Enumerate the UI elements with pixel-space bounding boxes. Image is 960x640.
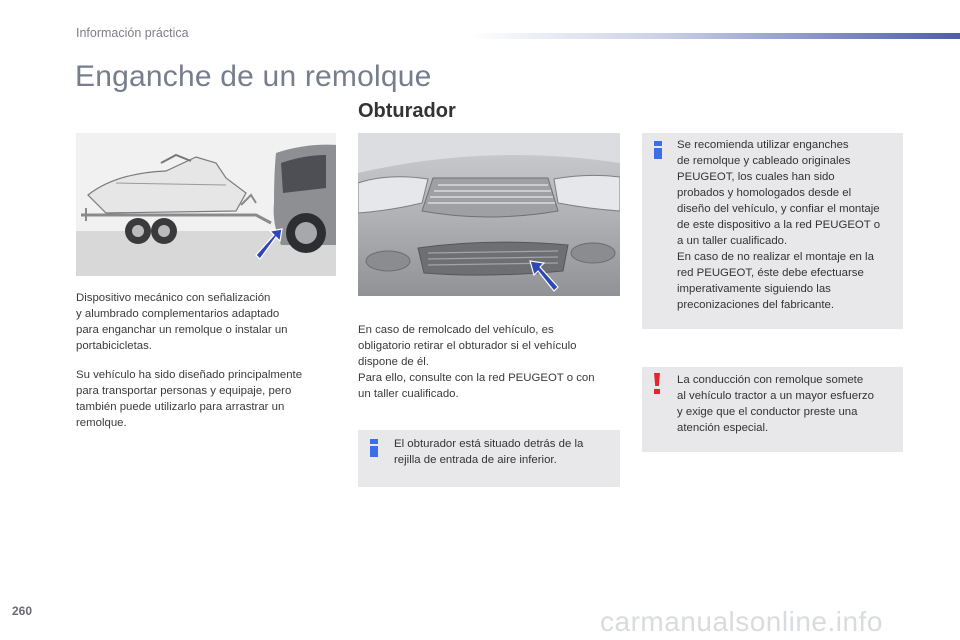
section-title-obturador: Obturador: [358, 100, 456, 122]
text-line: En caso de remolcado del vehículo, es: [358, 324, 554, 336]
text-line: al vehículo tractor a un mayor esfuerzo: [677, 390, 874, 402]
text-line: La conducción con remolque somete: [677, 374, 864, 386]
trailer-drawing: [76, 133, 336, 276]
text-line: de este dispositivo a la red PEUGEOT o: [677, 219, 881, 231]
text-line: de remolque y cableado originales: [677, 155, 851, 167]
text-line: diseño del vehículo, y confiar el montaje: [677, 203, 880, 215]
left-paragraph-2: [76, 367, 302, 431]
info-icon: [370, 439, 378, 457]
front-grille-illustration: [358, 133, 620, 296]
left-paragraph-1: [76, 290, 288, 354]
text-line: imperativamente siguiendo las: [677, 283, 831, 295]
text-line: red PEUGEOT, éste debe efectuarse: [677, 267, 864, 279]
page-title: Enganche de un remolque: [75, 60, 432, 93]
section-header: Información práctica: [76, 26, 189, 40]
text-line: En caso de no realizar el montaje en la: [677, 251, 874, 263]
text-line: dispone de él.: [358, 356, 429, 368]
text-line: Dispositivo mecánico con señalización: [76, 292, 271, 304]
text-line: y exige que el conductor preste una: [677, 406, 858, 418]
recommendation-info-note: [642, 133, 903, 329]
text-line: Su vehículo ha sido diseñado principalmente: [76, 369, 303, 381]
text-line: y alumbrado complementarios adaptado: [76, 308, 280, 320]
text-line: para transportar personas y equipaje, pero: [76, 385, 292, 397]
note-text: [677, 137, 880, 313]
warning-note: [642, 367, 903, 452]
text-line: atención especial.: [677, 422, 769, 434]
page-number: 260: [12, 604, 33, 618]
note-text: [677, 372, 874, 436]
text-line: portabicicletas.: [76, 340, 152, 352]
watermark: carmanualsonline.info: [600, 606, 883, 637]
header-decorative-bar: [470, 33, 960, 39]
text-line: PEUGEOT, los cuales han sido: [677, 171, 835, 183]
obturador-info-note: [358, 430, 620, 487]
obturador-paragraph: [358, 322, 595, 402]
text-line: El obturador está situado detrás de la: [394, 438, 584, 450]
text-line: probados y homologados desde el: [677, 187, 852, 199]
warning-icon: [653, 373, 661, 394]
text-line: Para ello, consulte con la red PEUGEOT o con: [358, 372, 595, 384]
grille-drawing: [358, 133, 620, 296]
text-line: remolque.: [76, 417, 127, 429]
text-line: para enganchar un remolque o instalar un: [76, 324, 288, 336]
text-line: obligatorio retirar el obturador si el vehículo: [358, 340, 577, 352]
trailer-illustration: [76, 133, 336, 276]
text-line: un taller cualificado.: [358, 388, 459, 400]
text-line: preconizaciones del fabricante.: [677, 299, 835, 311]
info-icon: [654, 141, 662, 159]
text-line: a un taller cualificado.: [677, 235, 788, 247]
text-line: también puede utilizarlo para arrastrar un: [76, 401, 285, 413]
text-line: rejilla de entrada de aire inferior.: [394, 454, 557, 466]
note-text: [394, 436, 583, 468]
text-line: Se recomienda utilizar enganches: [677, 139, 849, 151]
